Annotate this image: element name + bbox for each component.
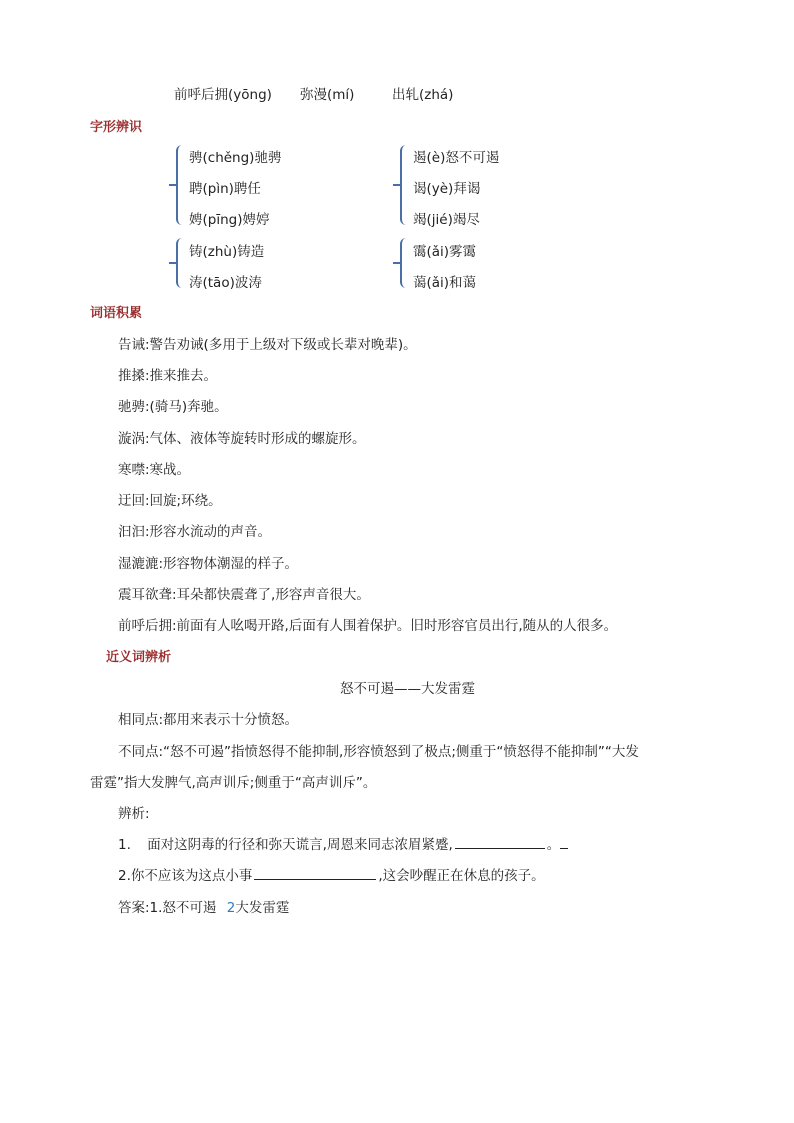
question-1 [118, 833, 568, 853]
synonym-diff-line1: 不同点:“怒不可遏”指愤怒得不能抑制,形容愤怒到了极点;侧重于“愤怒得不能抑制”“大发 [118, 744, 639, 760]
vocab-item: 前呼后拥:前面有人吆喝开路,后面有人围着保护。旧时形容官员出行,随从的人很多。 [118, 618, 618, 634]
answer-2-text: 大发雷霆 [235, 900, 290, 916]
section-title-ciyu: 词语积累 [90, 306, 143, 321]
answer-prefix: 答案:1.怒不可遏 [118, 900, 217, 916]
brace-left-2 [176, 238, 186, 288]
synonym-diff-line2: 雷霆”指大发脾气,高声训斥;侧重于“高声训斥”。 [90, 775, 377, 791]
vocab-item: 汩汩:形容水流动的声音。 [118, 524, 272, 540]
question-1-text: 面对这阴毒的行径和弥天谎言,周恩来同志浓眉紧蹙, [147, 837, 453, 853]
vocab-item: 漩涡:气体、液体等旋转时形成的螺旋形。 [118, 431, 366, 447]
zixing-item: 聘(pìn)聘任 [189, 181, 261, 197]
question-1-end: 。 [546, 837, 561, 853]
brace-left-1 [176, 145, 186, 225]
section-title-jinyi: 近义词辨析 [106, 650, 172, 665]
zixing-item: 遏(è)怒不可遏 [413, 150, 500, 166]
vocab-item: 告诫:警告劝诫(多用于上级对下级或长辈对晚辈)。 [118, 337, 417, 353]
vocab-item: 驰骋:(骑马)奔驰。 [118, 399, 228, 415]
question-1-blank[interactable] [455, 834, 545, 849]
top-word-1: 前呼后拥(yōng) [174, 87, 272, 103]
section-title-zixing: 字形辨识 [90, 120, 143, 135]
answer-line [118, 896, 289, 916]
zixing-item: 谒(yè)拜谒 [413, 181, 481, 197]
vocab-item: 湿漉漉:形容物体潮湿的样子。 [118, 556, 299, 572]
top-word-2: 弥漫(mí) [300, 87, 355, 103]
zixing-item: 霭(ǎi)雾霭 [413, 244, 477, 260]
zixing-item: 娉(pīng)娉婷 [189, 212, 270, 228]
question-2-text: 2.你不应该为这点小事 [118, 868, 253, 884]
zixing-item: 竭(jié)竭尽 [413, 212, 480, 228]
question-2 [118, 864, 545, 884]
top-word-3: 出轧(zhá) [392, 87, 454, 103]
answer-2-number: 2 [226, 900, 236, 916]
zixing-item: 涛(tāo)波涛 [189, 275, 262, 291]
vocab-item: 推搡:推来推去。 [118, 368, 218, 384]
synonym-same: 相同点:都用来表示十分愤怒。 [118, 712, 299, 728]
question-1-tail-line [560, 834, 568, 849]
zixing-item: 铸(zhù)铸造 [189, 244, 265, 260]
brace-right-1 [400, 145, 410, 225]
question-2-blank[interactable] [254, 865, 376, 880]
question-1-number: 1. [118, 837, 131, 853]
vocab-item: 震耳欲聋:耳朵都快震聋了,形容声音很大。 [118, 587, 370, 603]
vocab-item: 迂回:回旋;环绕。 [118, 493, 222, 509]
zixing-item: 骋(chěng)驰骋 [189, 150, 282, 166]
vocab-item: 寒噤:寒战。 [118, 462, 191, 478]
synonym-title: 怒不可遏——大发雷霆 [340, 681, 475, 697]
question-2-end: ,这会吵醒正在休息的孩子。 [378, 868, 545, 884]
brace-right-2 [400, 238, 410, 288]
zixing-item: 蔼(ǎi)和蔼 [413, 275, 477, 291]
synonym-bianxi: 辨析: [118, 806, 150, 822]
